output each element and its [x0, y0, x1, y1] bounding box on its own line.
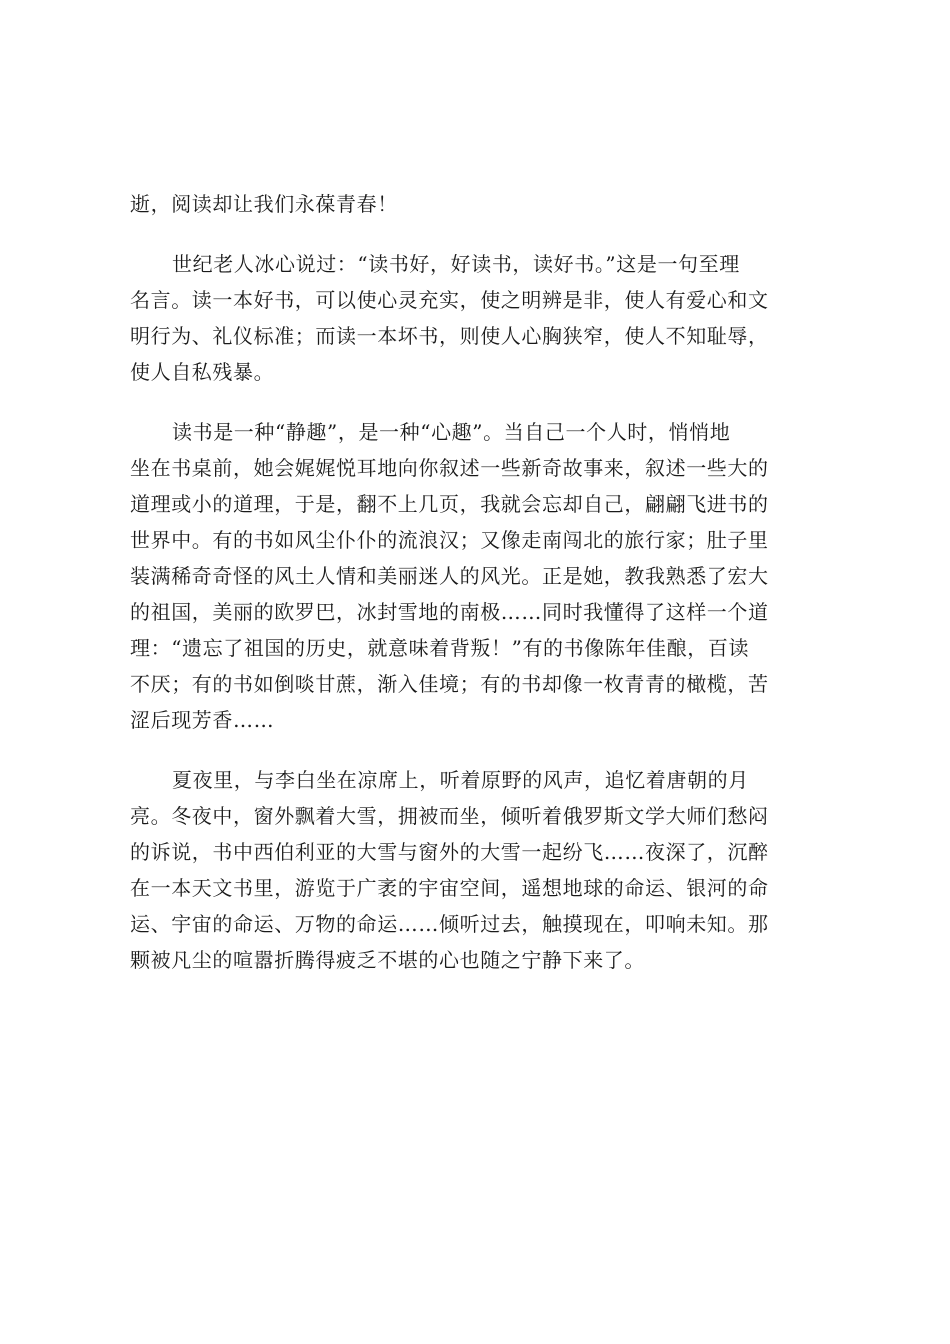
text-line: 名言。读一本好书，可以使心灵充实，使之明辨是非，使人有爱心和文 [130, 288, 769, 312]
text-line: 使人自私残暴。 [130, 360, 275, 384]
text-line: 明行为、礼仪标准；而读一本坏书，则使人心胸狭窄，使人不知耻辱， [130, 324, 769, 348]
text-line: 世纪老人冰心说过：“读书好，好读书，读好书。”这是一句至理 [172, 252, 740, 276]
text-line: 运、宇宙的命运、万物的命运……倾听过去，触摸现在，叩响未知。那 [130, 912, 769, 936]
paragraph [130, 186, 830, 222]
text-line: 装满稀奇奇怪的风土人情和美丽迷人的风光。正是她，教我熟悉了宏大 [130, 564, 769, 588]
text-line: 理：“遗忘了祖国的历史，就意味着背叛！”有的书像陈年佳酿，百读 [130, 636, 750, 660]
text-line: 读书是一种“静趣”，是一种“心趣”。当自己一个人时，悄悄地 [172, 420, 731, 444]
text-line: 坐在书桌前，她会娓娓悦耳地向你叙述一些新奇故事来，叙述一些大的 [130, 456, 769, 480]
paragraph [130, 414, 830, 738]
text-line: 不厌；有的书如倒啖甘蔗，渐入佳境；有的书却像一枚青青的橄榄，苦 [130, 672, 769, 696]
text-line: 的祖国，美丽的欧罗巴，冰封雪地的南极……同时我懂得了这样一个道 [130, 600, 769, 624]
text-line: 在一本天文书里，游览于广袤的宇宙空间，遥想地球的命运、银河的命 [130, 876, 769, 900]
text-line: 道理或小的道理，于是，翻不上几页，我就会忘却自己，翩翩飞进书的 [130, 492, 769, 516]
document-body [130, 186, 830, 978]
text-line: 亮。冬夜中，窗外飘着大雪，拥被而坐，倾听着俄罗斯文学大师们愁闷 [130, 804, 769, 828]
text-line: 涩后现芳香…… [130, 708, 275, 732]
text-line: 的诉说，书中西伯利亚的大雪与窗外的大雪一起纷飞……夜深了，沉醉 [130, 840, 769, 864]
text-line: 颗被凡尘的喧嚣折腾得疲乏不堪的心也随之宁静下来了。 [130, 948, 645, 972]
text-line: 世界中。有的书如风尘仆仆的流浪汉；又像走南闯北的旅行家；肚子里 [130, 528, 769, 552]
paragraph [130, 762, 830, 978]
paragraph [130, 246, 830, 390]
text-line: 夏夜里，与李白坐在凉席上，听着原野的风声，追忆着唐朝的月 [172, 768, 749, 792]
text-line: 逝，阅读却让我们永葆青春！ [130, 192, 398, 216]
